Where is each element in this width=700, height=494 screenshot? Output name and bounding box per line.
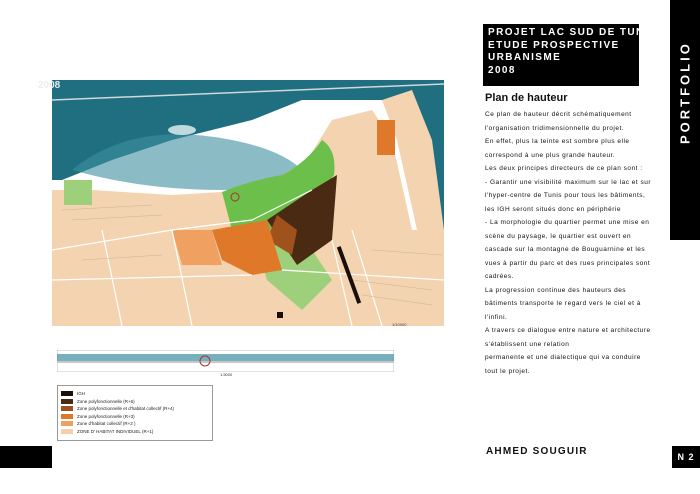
body-paragraph: Ce plan de hauteur décrit schématiquement l'organisation tridimensionnelle du projet. (485, 111, 632, 132)
legend-label: ZONE D' HABITAT INDIVIDUEL (R+1) (77, 428, 154, 434)
page-number: N 2 (672, 446, 700, 468)
section-heading: Plan de hauteur (485, 92, 568, 104)
legend-swatch (61, 429, 73, 434)
body-paragraph: - Garantir une visibilité maximum sur le lac et sur l'hyper-centre de Tunis pour tous les bâtiments, les IGH seront situés donc en périphérie (485, 178, 652, 213)
title-line-4: 2008 (488, 64, 516, 76)
legend-swatch (61, 391, 73, 396)
title-block (483, 24, 657, 86)
legend-row (61, 428, 209, 436)
legend-label: Zone polyfonctionnelle (R+3) (77, 413, 135, 419)
body-paragraph: permanente et une dialectique qui va conduire tout le projet. (485, 354, 641, 375)
legend-swatch (61, 406, 73, 411)
body-paragraph: La progression continue des hauteurs des bâtiments transporte le regard vers le ciel et à l'infini. (485, 286, 641, 321)
legend-row (61, 405, 209, 413)
legend-label: Zone d'habitat collectif (R+2 ) (77, 421, 136, 427)
legend-swatch (61, 414, 73, 419)
bottom-left-bar (0, 446, 52, 468)
legend (57, 385, 213, 441)
legend-swatch (61, 399, 73, 404)
body-text (485, 108, 655, 378)
title-line-2: ETUDE PROSPECTIVE (488, 39, 620, 51)
year-overlay: 2008 (38, 80, 61, 91)
body-paragraph: A travers ce dialogue entre nature et architecture s'établissent une relation (485, 327, 651, 348)
legend-row (61, 413, 209, 421)
body-paragraph: - La morphologie du quartier permet une mise en scène du paysage, le quartier est ouvert en cascade sur la montagne de Bouguarnine et les vues à partir du parc et des rues principales sont cadrées. (485, 219, 651, 280)
legend-row (61, 390, 209, 398)
legend-label: Zone polyfonctionnelle et d'habitat collectif (R+4) (77, 406, 175, 412)
portfolio-label: PORTFOLIO (677, 41, 693, 145)
legend-row (61, 420, 209, 428)
legend-row (61, 398, 209, 406)
legend-label: Zone polyfonctionnelle (R+6) (77, 398, 135, 404)
title-line-1: PROJET LAC SUD DE TUNIS (488, 27, 657, 38)
body-paragraph: En effet, plus la teinte est sombre plus elle correspond à une plus grande hauteur. (485, 138, 630, 159)
map-scale-label: 1/10000 (392, 322, 407, 327)
legend-swatch (61, 421, 73, 426)
height-plan-map (52, 80, 444, 326)
body-paragraph: Les deux principes directeurs de ce plan sont : (485, 165, 643, 172)
section-strip (57, 350, 394, 372)
strip-scale-label: 1.5000 (220, 372, 233, 377)
title-line-3: URBANISME (488, 52, 562, 63)
author-name: AHMED SOUGUIR (486, 446, 588, 457)
legend-label: IGH (77, 391, 86, 397)
